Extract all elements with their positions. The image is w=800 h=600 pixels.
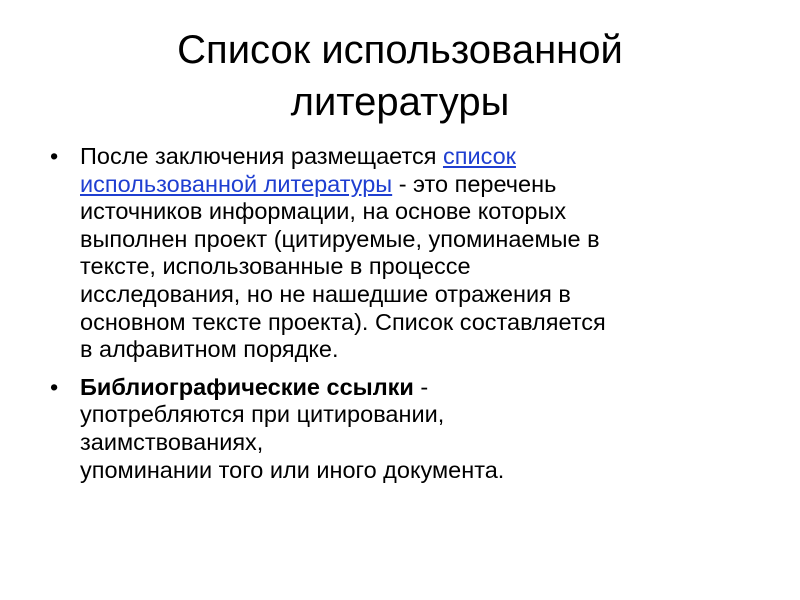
- bullet-item-bibliography: [50, 143, 760, 364]
- bullet-dot: •: [50, 373, 59, 400]
- bullet-dot: •: [50, 143, 59, 169]
- bullet1-line1: [80, 143, 760, 171]
- bullet1-line2: [80, 171, 760, 199]
- bullet-item-citations: [50, 374, 760, 484]
- bibliography-link-part2[interactable]: использованной литературы: [80, 170, 393, 197]
- bullet1-line6: исследования, но не нашедшие отражения в: [80, 280, 571, 307]
- bullet2-line2: употребляются при цитировании,: [80, 401, 445, 428]
- slide-title-line1: Список использованной: [177, 28, 623, 72]
- bibliography-link-part1[interactable]: список: [442, 143, 516, 169]
- bullet1-line1-text: После заключения размещается: [80, 143, 443, 169]
- bullet1-line4: выполнен проект (цитируемые, упоминаемые в: [80, 225, 600, 252]
- bullet1-line2-text: - это перечень: [392, 170, 557, 197]
- bullet1-line8: в алфавитном порядке.: [80, 336, 339, 363]
- bullet1-line7: основном тексте проекта). Список составляется: [80, 308, 606, 335]
- bullet2-bold-term: Библиографические ссылки: [80, 373, 414, 400]
- bullet2-line4: упоминании того или иного документа.: [80, 456, 505, 483]
- slide-title: [0, 24, 800, 128]
- bullet2-line1-text: -: [413, 373, 429, 400]
- bullet1-line5: тексте, использованные в процессе: [80, 253, 471, 280]
- slide-title-line2: литературы: [290, 80, 510, 124]
- bullet2-line3: заимствованиях,: [80, 428, 264, 455]
- bullet2-line1: [80, 374, 760, 402]
- bullet-list: [50, 143, 760, 494]
- bullet1-line3: источников информации, на основе которых: [80, 198, 567, 225]
